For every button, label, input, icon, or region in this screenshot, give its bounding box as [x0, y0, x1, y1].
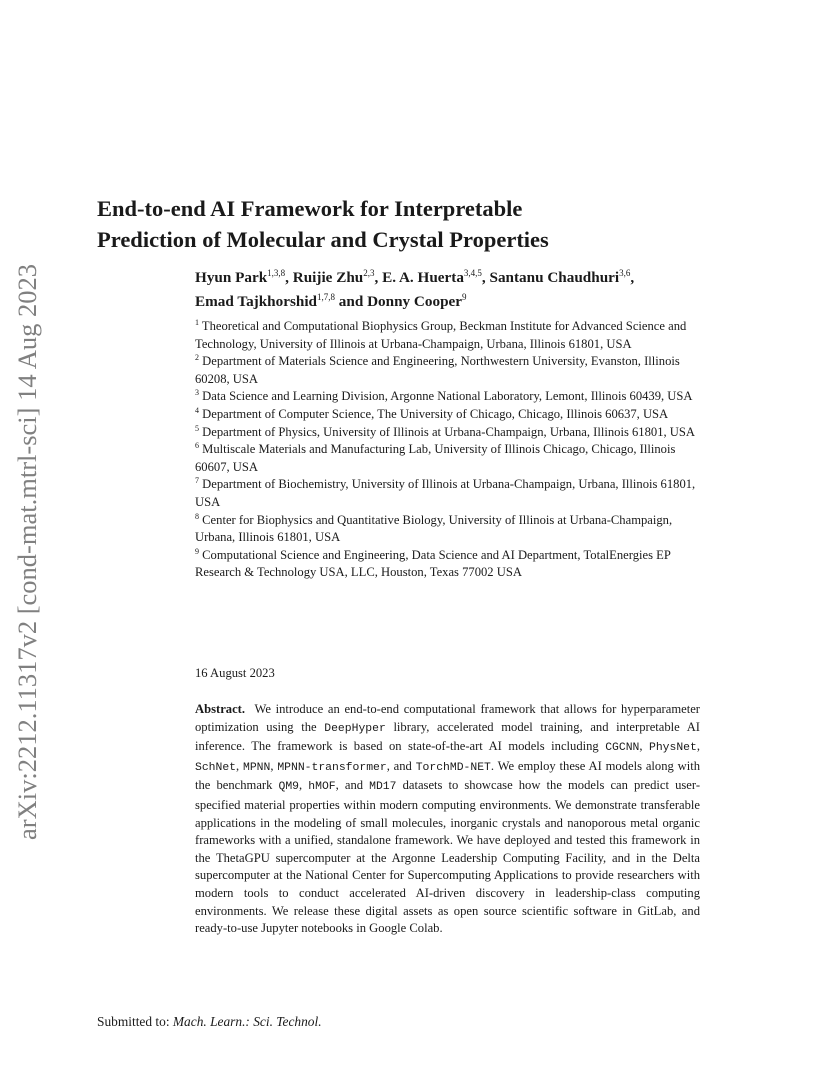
abstract — [195, 701, 700, 938]
author-separator: and — [334, 293, 368, 310]
affiliation — [195, 512, 707, 547]
affiliation-number: 2 — [195, 353, 199, 363]
author-separator: , — [630, 269, 635, 286]
paper-title — [97, 193, 737, 255]
affiliation — [195, 353, 707, 388]
software-name: MPNN-transformer — [277, 761, 387, 774]
affiliation-text: Data Science and Learning Division, Argonne National Laboratory, Lemont, Illinois 60439, USA — [202, 389, 693, 404]
affiliation-number: 7 — [195, 476, 199, 486]
author-affiliation-marker: 3,6 — [619, 268, 631, 278]
author-name: Ruijie Zhu — [292, 269, 364, 286]
author-affiliation-marker: 9 — [462, 292, 467, 302]
author-affiliation-marker: 1,7,8 — [316, 292, 335, 302]
affiliation — [195, 547, 707, 582]
affiliation-text: Department of Physics, University of Illinois at Urbana-Champaign, Urbana, Illinois 61801, USA — [202, 424, 695, 439]
abstract-text: , — [270, 758, 278, 773]
software-name: DeepHyper — [324, 722, 386, 735]
affiliation-text: Computational Science and Engineering, Data Science and AI Department, TotalEnergies EP Research & Technology USA, LLC, Houston, Texas 77002 USA — [195, 547, 671, 580]
author — [293, 269, 382, 286]
abstract-text: , — [299, 778, 309, 793]
affiliation-text: Department of Biochemistry, University of Illinois at Urbana-Champaign, Urbana, Illinois 61801, USA — [195, 477, 696, 509]
author-separator: , — [374, 269, 383, 286]
publication-date: 16 August 2023 — [195, 666, 275, 680]
author — [490, 269, 635, 286]
affiliation-number: 4 — [195, 405, 199, 415]
author-name: Hyun Park — [195, 269, 268, 286]
author — [195, 293, 367, 310]
author-name: Donny Cooper — [367, 293, 463, 310]
arxiv-identifier: arXiv:2212.11317v2 [cond-mat.mtrl-sci] 14 Aug 2023 — [12, 263, 42, 840]
abstract-text: datasets to showcase how the models can predict user-specified material properties within modern computing environments. We demonstrate transferable applications in the modeling of small molecules, inorganic crystals and nanoporous metal organic frameworks with a unified, standalone framework. We have deployed and tested this framework in the ThetaGPU supercomputer at the Argonne Leadership Computing Facility, and in the Delta supercomputer at the National Center for Supercomputing Applications to provide researchers with modern tools to conduct accelerated AI-driven discovery in leadership-class computing environments. We release these digital assets as open source scientific software in GitLab, and ready-to-use Jupyter notebooks in Google Colab. — [195, 778, 701, 936]
affiliation-list — [195, 318, 707, 582]
affiliation-number: 9 — [195, 546, 199, 556]
software-name: TorchMD-NET — [415, 761, 491, 774]
software-name: hMOF — [308, 781, 336, 794]
abstract-text: We introduce an end-to-end computational framework that allows for hyperparameter optimization using the — [195, 702, 700, 734]
submission-note — [97, 1013, 322, 1031]
affiliation-text: Center for Biophysics and Quantitative Biology, University of Illinois at Urbana-Champaign, Urbana, Illinois 61801, USA — [195, 512, 673, 545]
affiliation-number: 3 — [195, 388, 199, 398]
abstract-text: , — [236, 758, 243, 773]
abstract-text: , — [696, 739, 700, 754]
affiliation — [195, 318, 707, 353]
abstract-text: library, accelerated model training, and interpretable AI inference. The framework is based on state-of-the-art AI models including — [195, 719, 701, 754]
author-separator: , — [285, 269, 293, 286]
abstract-label: Abstract. — [195, 702, 246, 716]
affiliation — [195, 406, 707, 424]
author — [367, 293, 466, 310]
affiliation-text: Theoretical and Computational Biophysics Group, Beckman Institute for Advanced Science and Technology, University of Illinois at Urbana-Champaign, Urbana, Illinois 61801, USA — [195, 319, 687, 351]
author-name: Santanu Chaudhuri — [489, 269, 620, 286]
abstract-text: , and — [335, 778, 370, 793]
software-name: MPNN — [243, 761, 271, 774]
author-affiliation-marker: 2,3 — [363, 268, 375, 278]
software-name: PhysNet — [648, 742, 697, 755]
affiliation-text: Department of Computer Science, The University of Chicago, Chicago, Illinois 60637, USA — [202, 406, 669, 421]
software-name: SchNet — [195, 761, 237, 774]
author-name: E. A. Huerta — [382, 269, 464, 286]
journal-name: Mach. Learn.: Sci. Technol. — [172, 1014, 322, 1029]
affiliation — [195, 388, 707, 406]
affiliation — [195, 476, 707, 511]
affiliation-number: 5 — [195, 423, 199, 433]
affiliation-text: Multiscale Materials and Manufacturing Lab, University of Illinois Chicago, Chicago, Illinois 60607, USA — [195, 442, 676, 474]
affiliation-number: 1 — [195, 318, 199, 327]
abstract-text: , and — [386, 758, 416, 773]
author-list — [195, 266, 655, 314]
author-affiliation-marker: 1,3,8 — [267, 268, 286, 278]
submitted-label: Submitted to: — [97, 1014, 170, 1029]
affiliation — [195, 424, 707, 442]
abstract-body — [195, 702, 700, 935]
affiliation-number: 8 — [195, 511, 199, 521]
title-line-1: End-to-end AI Framework for Interpretable — [97, 196, 523, 221]
title-line-2: Prediction of Molecular and Crystal Properties — [97, 227, 549, 252]
author-affiliation-marker: 3,4,5 — [463, 268, 482, 278]
author — [195, 269, 293, 286]
affiliation-text: Department of Materials Science and Engineering, Northwestern University, Evanston, Illinois 60208, USA — [195, 354, 680, 386]
author — [382, 269, 489, 286]
software-name: CGCNN — [605, 742, 640, 755]
abstract-text: , — [639, 739, 649, 754]
software-name: MD17 — [369, 781, 397, 794]
affiliation-number: 6 — [195, 441, 199, 451]
author-name: Emad Tajkhorshid — [195, 293, 317, 310]
software-name: QM9 — [278, 781, 300, 794]
affiliation — [195, 441, 707, 476]
abstract-text: . We employ these AI models along with the benchmark — [195, 758, 701, 793]
author-separator: , — [481, 269, 490, 286]
